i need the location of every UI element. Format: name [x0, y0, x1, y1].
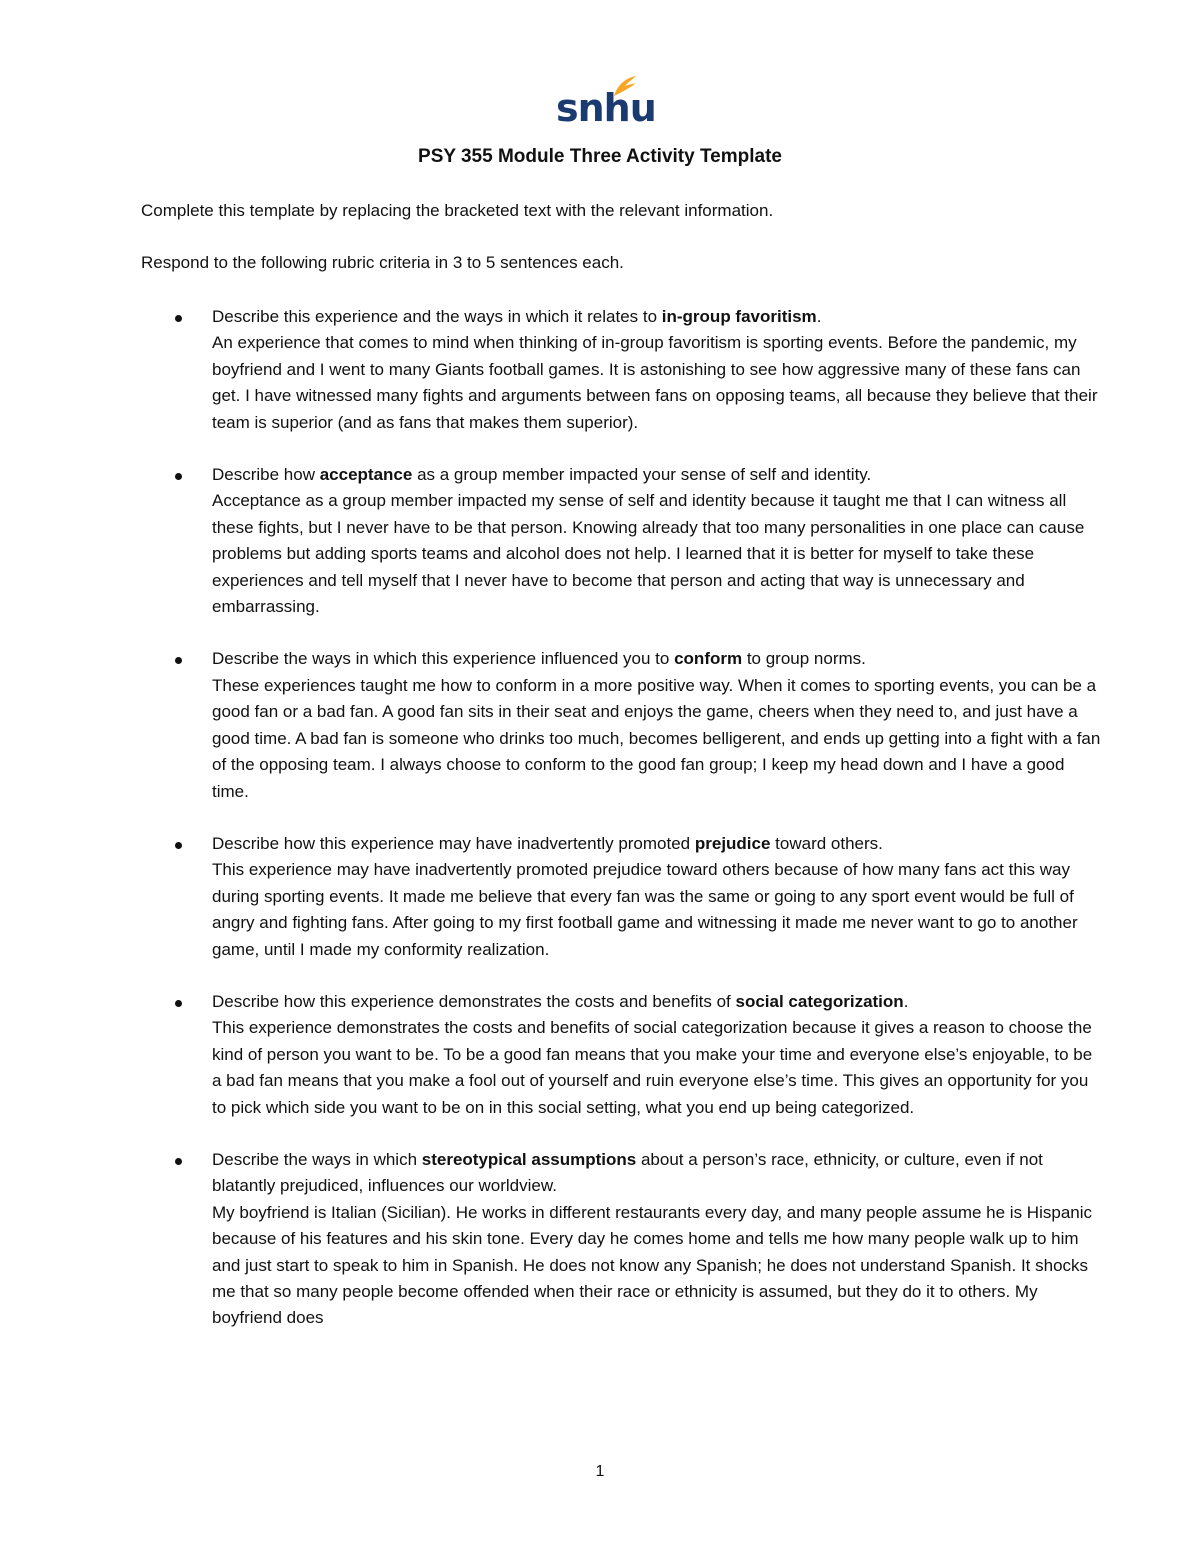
- criterion-answer: These experiences taught me how to conform in a more positive way. When it comes to sporting events, you can be a good fan or a bad fan. A good fan sits in their seat and enjoys the game, cheers when they need to, and just have a good time. A bad fan is someone who drinks too much, becomes belligerent, and ends up getting into a fight with a fan of the opposing team. I always choose to conform to the good fan group; I keep my head down and I have a good time.: [212, 675, 1101, 801]
- logo-text: snhu: [556, 86, 656, 130]
- criterion-answer: Acceptance as a group member impacted my sense of self and identity because it taught me that I can witness all these fights, but I never have to be that person. Knowing already that too many personalities in one place can cause problems but adding sports teams and alcohol does not help. I learned that it is better for myself to take these experiences and tell myself that I never have to become that person and acting that way is unnecessary and embarrassing.: [212, 491, 1085, 617]
- snhu-logo: [556, 74, 656, 132]
- instruction-1: Complete this template by replacing the bracketed text with the relevant information.: [141, 201, 774, 220]
- list-item: [141, 989, 1101, 1121]
- bullet-icon: [175, 657, 182, 664]
- criterion-prompt: Describe how acceptance as a group member impacted your sense of self and identity.: [212, 465, 872, 485]
- criterion-prompt: Describe the ways in which this experience influenced you to conform to group norms.: [212, 649, 866, 669]
- page-title: PSY 355 Module Three Activity Template: [418, 146, 782, 167]
- list-item: [141, 646, 1101, 804]
- criterion-answer: This experience demonstrates the costs and benefits of social categorization because it gives a reason to choose the kind of person you want to be. To be a good fan means that you make your time and everyone else’s enjoyable, to be a bad fan means that you make a fool out of yourself and ruin everyone else’s time. This gives an opportunity for you to pick which side you want to be on in this social setting, what you end up being categorized.: [212, 1018, 1093, 1117]
- bullet-icon: [175, 1000, 182, 1007]
- bullet-icon: [175, 842, 182, 849]
- criterion-prompt: Describe the ways in which stereotypical assumptions about a person’s race, ethnicity, or culture, even if not blatantly prejudiced, influences our worldview.: [212, 1149, 1043, 1196]
- criterion-answer: An experience that comes to mind when thinking of in-group favoritism is sporting events. Before the pandemic, my boyfriend and I went to many Giants football games. It is astonishing to see how aggressive many of these fans can get. I have witnessed many fights and arguments between fans on opposing teams, all because they believe that their team is superior (and as fans that makes them superior).: [212, 333, 1098, 432]
- bullet-icon: [175, 473, 182, 480]
- instruction-2: Respond to the following rubric criteria in 3 to 5 sentences each.: [141, 253, 624, 272]
- criterion-prompt: Describe this experience and the ways in which it relates to in-group favoritism.: [212, 307, 822, 326]
- criterion-prompt: Describe how this experience demonstrates the costs and benefits of social categorization.: [212, 991, 909, 1011]
- criterion-answer: This experience may have inadvertently promoted prejudice toward others because of how many fans act this way during sporting events. It made me believe that every fan was the same or going to any sport event would be full of angry and fighting fans. After going to my first football game and witnessing it made me never want to go to another game, until I made my conformity realization.: [212, 860, 1078, 959]
- bullet-icon: [175, 315, 182, 322]
- list-item: [141, 1147, 1101, 1332]
- criterion-prompt: Describe how this experience may have inadvertently promoted prejudice toward others.: [212, 833, 883, 853]
- list-item: [141, 462, 1101, 620]
- criteria-list: [141, 304, 1101, 1358]
- list-item: [141, 831, 1101, 963]
- criterion-answer: My boyfriend is Italian (Sicilian). He works in different restaurants every day, and many people assume he is Hispanic because of his features and his skin tone. Every day he comes home and tells me how many people walk up to him and just start to speak to him in Spanish. He does not know any Spanish; he does not understand Spanish. It shocks me that so many people become offended when their race or ethnicity is assumed, but they do it to others. My boyfriend does: [212, 1202, 1092, 1328]
- list-item: [141, 304, 1101, 436]
- bullet-icon: [175, 1158, 182, 1165]
- page-number: 1: [595, 1463, 605, 1480]
